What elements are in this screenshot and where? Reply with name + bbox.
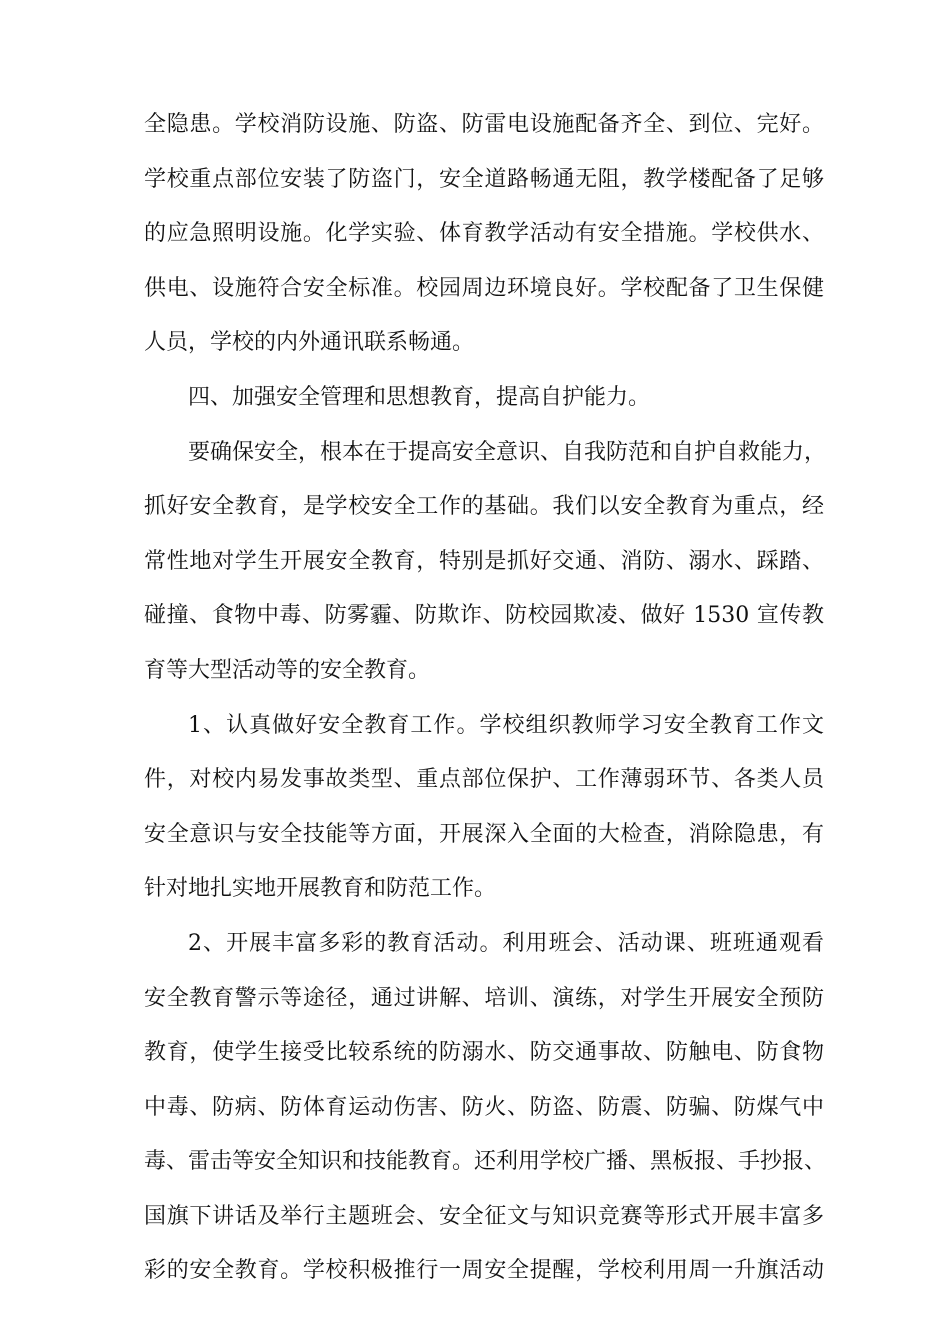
- text-line: 国旗下讲话及举行主题班会、安全征文与知识竞赛等形式开展丰富多: [144, 1203, 824, 1229]
- section-heading: 四、加强安全管理和思想教育，提高自护能力。: [188, 384, 651, 410]
- text-line: 2、开展丰富多彩的教育活动。利用班会、活动课、班班通观看: [188, 930, 824, 956]
- text-line: 供电、设施符合安全标准。校园周边环境良好。学校配备了卫生保健: [144, 275, 824, 301]
- text-line: 安全意识与安全技能等方面，开展深入全面的大检查，消除隐患，有: [144, 821, 824, 847]
- text-line: 抓好安全教育，是学校安全工作的基础。我们以安全教育为重点，经: [144, 494, 824, 520]
- text-line: 毒、雷击等安全知识和技能教育。还利用学校广播、黑板报、手抄报、: [144, 1149, 827, 1175]
- text-line: 要确保安全，根本在于提高安全意识、自我防范和自护自救能力，: [188, 439, 827, 465]
- text-line: 1、认真做好安全教育工作。学校组织教师学习安全教育工作文: [188, 712, 824, 738]
- text-line: 育等大型活动等的安全教育。: [144, 657, 431, 683]
- text-line: 的应急照明设施。化学实验、体育教学活动有安全措施。学校供水、: [144, 221, 824, 247]
- text-line: 人员，学校的内外通讯联系畅通。: [144, 330, 475, 356]
- text-line: 常性地对学生开展安全教育，特别是抓好交通、消防、溺水、踩踏、: [144, 548, 824, 574]
- text-line: 安全教育警示等途径，通过讲解、培训、演练，对学生开展安全预防: [144, 985, 824, 1011]
- document-body: [144, 98, 827, 1299]
- text-line: 中毒、防病、防体育运动伤害、防火、防盗、防震、防骗、防煤气中: [144, 1094, 824, 1120]
- text-line: 学校重点部位安装了防盗门，安全道路畅通无阻，教学楼配备了足够: [144, 166, 824, 192]
- text-line: 全隐患。学校消防设施、防盗、防雷电设施配备齐全、到位、完好。: [144, 112, 824, 137]
- text-line: 彩的安全教育。学校积极推行一周安全提醒，学校利用周一升旗活动: [144, 1258, 824, 1284]
- text-line: 教育，使学生接受比较系统的防溺水、防交通事故、防触电、防食物: [144, 1040, 824, 1066]
- text-line: 件，对校内易发事故类型、重点部位保护、工作薄弱环节、各类人员: [144, 767, 824, 793]
- text-line: 针对地扎实地开展教育和防范工作。: [144, 876, 497, 902]
- text-line: 碰撞、食物中毒、防雾霾、防欺诈、防校园欺凌、做好 1530 宣传教: [144, 603, 824, 629]
